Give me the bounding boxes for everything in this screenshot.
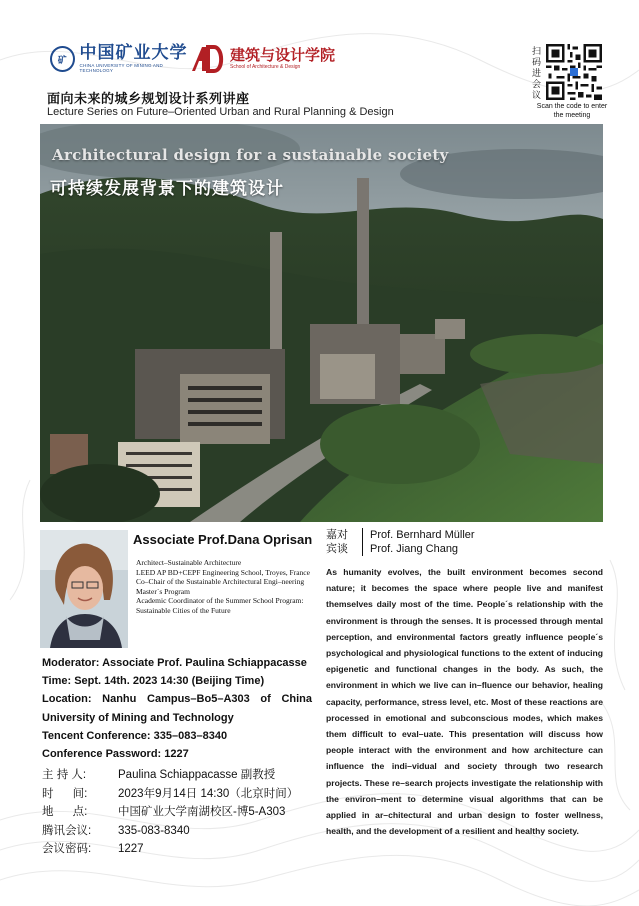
cn-info-value: 335-083-8340 [118,824,190,837]
location-info: Location: Nanhu Campus–Bo5–A303 of China University of Mining and Technology [42,693,312,724]
university-name-en: CHINA UNIVERSITY OF MINING AND TECHNOLOGY [79,63,163,73]
cn-info-row [42,766,312,785]
cn-info-label: 时 间: [42,787,88,800]
lecture-abstract: As humanity evolves, the built environment becomes second nature; it becomes the space where people live and manifest themselves daily most of the time. People´s relationship with the environment is through the senses. It is processed through mental perception, and environmental factors greatly influence people´s psychological and physiological functions to the extent of inducing epigenetic and functional changes in the body. As such, the environment in which we live can in–fluence our behavior, healing capacity, performance, stress level, etc. Most of these reactions are processed in emotional and subconscious modes, which makes them difficult to eval–uate. This presentation will discuss how people interact with the environment and how architecture can influence the indi–vidual and society through two research projects. These re–search projects investigate the relationship with the environ–ment to determine visual algorithms that can be applied in ar–chitectural and urban design to foster wellness, health, and the development of a resilient and healthy society. [326,567,603,837]
cn-info-row [42,803,312,822]
university-name-cn: 中国矿业大学 [79,43,188,63]
guests-label-line: 嘉对 [326,529,348,541]
password-info: Conference Password: 1227 [42,748,189,761]
guest-name: Prof. Jiang Chang [370,543,459,555]
meeting-info-en [42,654,312,763]
tencent-info: Tencent Conference: 335–083–8340 [42,729,228,742]
guests-label [326,528,348,556]
series-title-en: Lecture Series on Future–Oriented Urban and Rural Planning & Design [47,106,394,118]
guest-name: Prof. Bernhard Müller [370,529,475,541]
school-logo [190,44,335,74]
cn-info-value: 2023年9月14日 14:30（北京时间） [118,787,299,800]
speaker-name: Associate Prof.Dana Oprisan [133,532,313,547]
bio-line: Co–Chair of the Sustainable Architectural Engi–neering Master´s Program [136,577,305,596]
school-name-en: School of Architecture & Design [230,64,301,70]
qr-label-cn: 扫码进会议 [532,46,542,100]
series-title-cn: 面向未来的城乡规划设计系列讲座 [47,91,250,106]
lecture-title-en: Architectural design for a sustainable society [52,146,449,164]
cn-info-value: 中国矿业大学南湖校区-博5-A303 [118,806,286,818]
speaker-bio [136,558,316,616]
qr-caption: Scan the code to enter the meeting [536,103,608,119]
cn-info-row [42,840,312,859]
cn-info-row [42,785,312,804]
ad-logo-icon [190,45,226,73]
moderator-info: Moderator: Associate Prof. Paulina Schiappacasse [42,657,307,669]
bio-line: Academic Coordinator of the Summer School Program: Sustainable Cities of the Future [136,596,304,615]
cumt-seal-icon: 矿 [50,46,75,72]
guest-names [370,528,475,556]
cn-info-row [42,822,312,841]
cn-info-value: Paulina Schiappacasse 副教授 [118,769,276,781]
cn-info-label: 主 持 人: [42,769,87,781]
cn-info-label: 腾讯会议: [42,824,92,837]
cumt-logo [50,44,190,74]
cn-info-label: 会议密码: [42,843,92,855]
bio-line: Architect–Sustainable Architecture [136,558,242,567]
bio-line: LEED AP BD+CEPF Engineering School, Troyes, France [136,567,310,577]
cn-info-value: 1227 [118,843,144,855]
meeting-info-cn [42,766,312,859]
guests-divider [362,528,363,556]
qr-code-icon[interactable] [546,44,602,100]
cn-info-label: 地 点: [42,806,88,818]
speaker-portrait [40,530,128,648]
time-info: Time: Sept. 14th. 2023 14:30 (Beijing Time) [42,675,265,688]
guests-label-line: 宾谈 [326,543,348,555]
school-name-cn: 建筑与设计学院 [230,47,336,64]
lecture-title-cn: 可持续发展背景下的建筑设计 [50,179,284,198]
